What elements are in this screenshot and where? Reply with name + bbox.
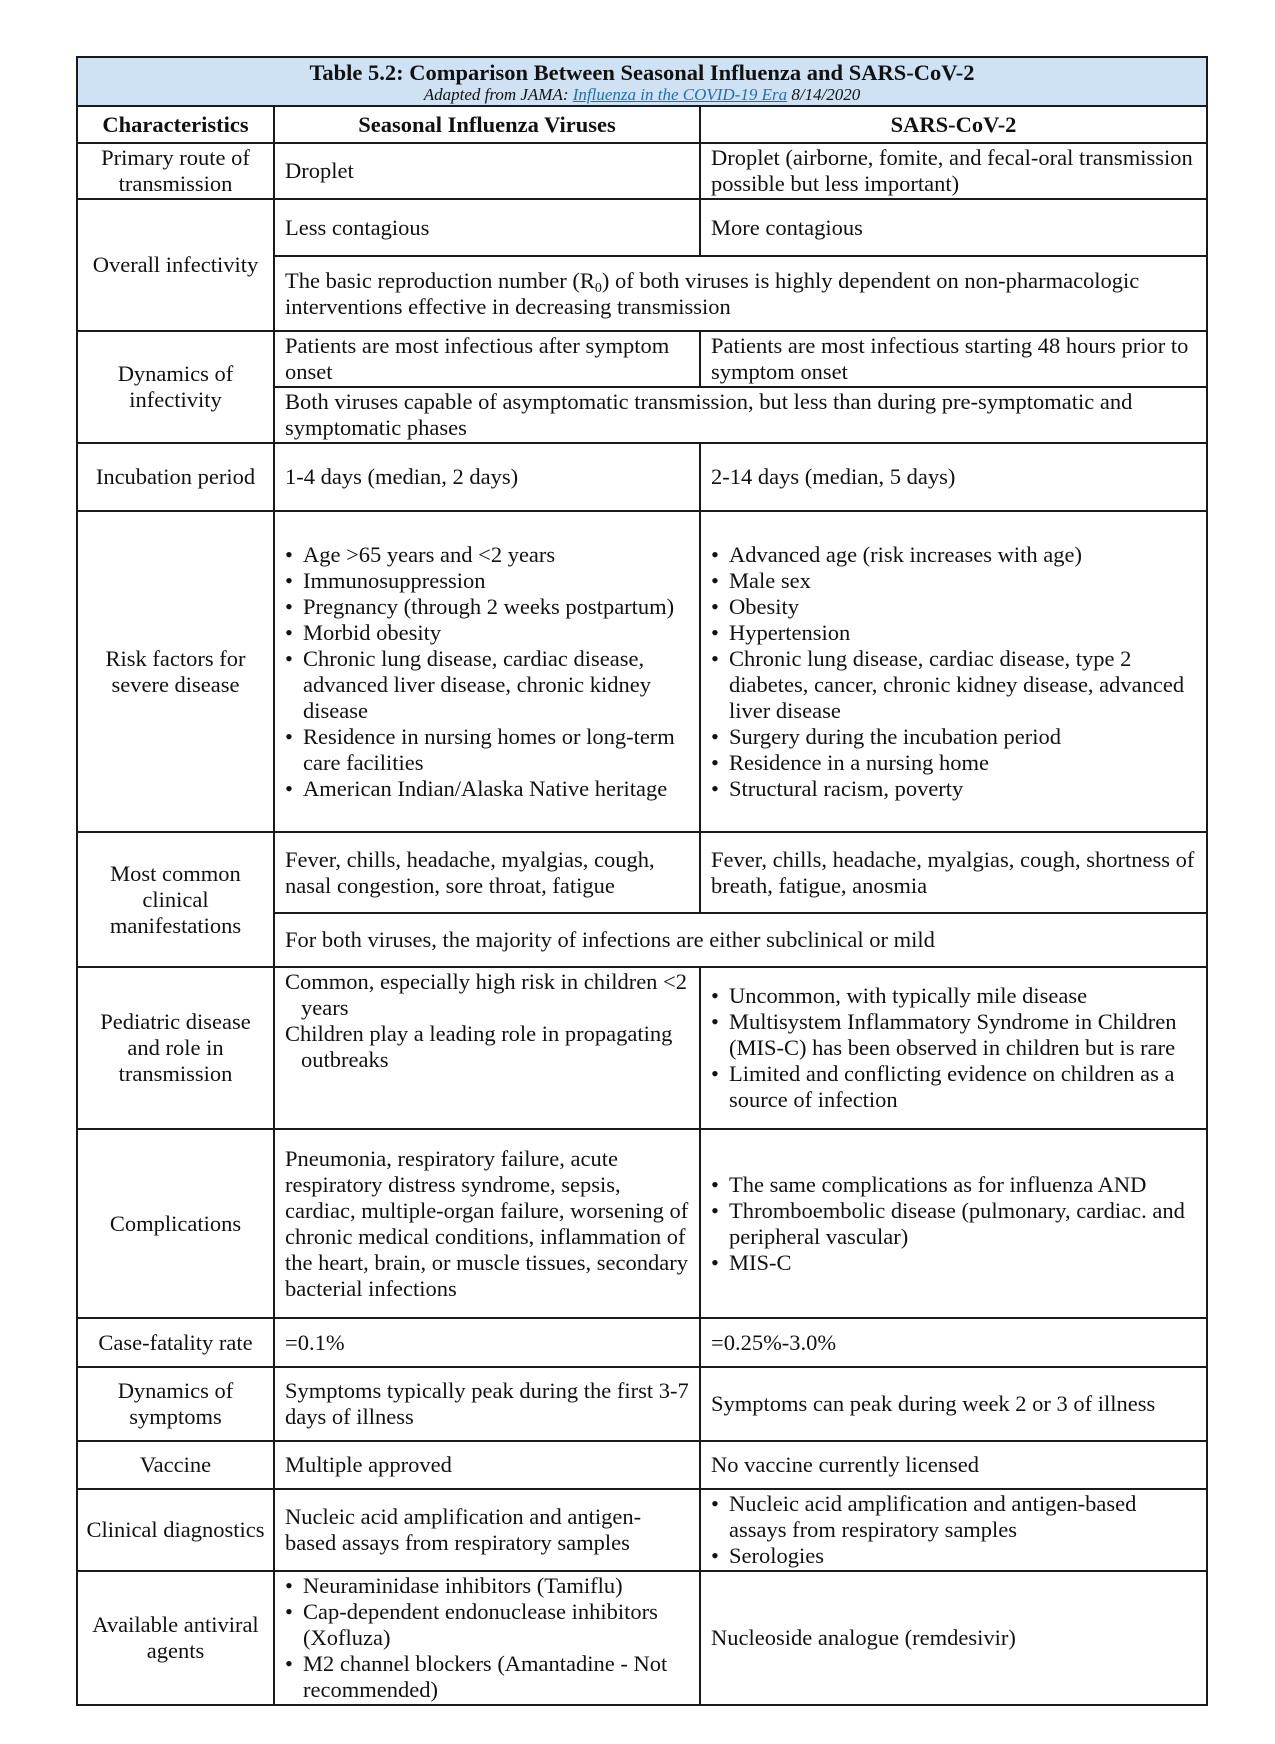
comparison-table-page [76, 56, 1206, 1706]
r0-subscript: 0 [594, 280, 602, 296]
list-item: • Pregnancy (through 2 weeks postpartum) [285, 594, 689, 620]
cell-flu-vaccine: Multiple approved [274, 1441, 700, 1489]
header-characteristics: Characteristics [77, 106, 274, 143]
table-row [77, 1367, 1207, 1441]
list-item: • Advanced age (risk increases with age) [711, 542, 1196, 568]
table-row [77, 143, 1207, 199]
list-item: • Neuraminidase inhibitors (Tamiflu) [285, 1573, 689, 1599]
comparison-table [76, 56, 1208, 1706]
list-item: • Chronic lung disease, cardiac disease, type 2 diabetes, cancer, chronic kidney disease, advanced liver disease [711, 646, 1196, 724]
list-item: • Thromboembolic disease (pulmonary, cardiac. and peripheral vascular) [711, 1198, 1196, 1250]
subtitle-date: 8/14/2020 [787, 85, 861, 104]
cell-flu-manifestations: Fever, chills, headache, myalgias, cough, nasal congestion, sore throat, fatigue [274, 832, 700, 913]
cell-sars-diagnostics [700, 1489, 1207, 1571]
row-label-complications: Complications [77, 1129, 274, 1318]
table-row [77, 967, 1207, 1129]
sars-diagnostics-list [711, 1491, 1196, 1569]
cell-flu-risk [274, 511, 700, 832]
cell-sars-antivirals: Nucleoside analogue (remdesivir) [700, 1571, 1207, 1705]
row-label-antivirals: Available antiviral agents [77, 1571, 274, 1705]
cell-flu-cfr: =0.1% [274, 1318, 700, 1367]
cell-shared-manifestations: For both viruses, the majority of infections are either subclinical or mild [274, 913, 1207, 967]
pediatric-flu-line: Common, especially high risk in children <2 years [285, 969, 688, 1020]
cell-sars-dynamics-symptoms: Symptoms can peak during week 2 or 3 of illness [700, 1367, 1207, 1441]
list-item: • The same complications as for influenza AND [711, 1172, 1196, 1198]
row-label-route: Primary route of transmission [77, 143, 274, 199]
cell-shared-infectivity [274, 256, 1207, 331]
row-label-dynamics-infectivity: Dynamics of infectivity [77, 331, 274, 443]
cell-flu-complications: Pneumonia, respiratory failure, acute respiratory distress syndrome, sepsis, cardiac, multiple-organ failure, worsening of chronic medical conditions, inflammation of the heart, brain, or muscle tissues, secondary bacterial infections [274, 1129, 700, 1318]
list-item: • Morbid obesity [285, 620, 689, 646]
table-row [77, 511, 1207, 832]
sars-risk-list [711, 542, 1196, 802]
row-label-manifestations: Most common clinical manifestations [77, 832, 274, 967]
table-title: Table 5.2: Comparison Between Seasonal Influenza and SARS-CoV-2 [309, 60, 975, 85]
row-label-dynamics-symptoms: Dynamics of symptoms [77, 1367, 274, 1441]
table-title-cell [77, 57, 1207, 106]
cell-sars-dynamics-infectivity: Patients are most infectious starting 48 hours prior to symptom onset [700, 331, 1207, 387]
cell-sars-incubation: 2-14 days (median, 5 days) [700, 443, 1207, 511]
row-label-infectivity: Overall infectivity [77, 199, 274, 331]
list-item: • MIS-C [711, 1250, 1196, 1276]
subtitle-prefix: Adapted from JAMA: [423, 85, 573, 104]
list-item: • Serologies [711, 1543, 1196, 1569]
table-subtitle [82, 85, 1202, 104]
list-item: • Structural racism, poverty [711, 776, 1196, 802]
list-item: • Surgery during the incubation period [711, 724, 1196, 750]
table-row [77, 443, 1207, 511]
table-row [77, 1571, 1207, 1705]
list-item: • Residence in a nursing home [711, 750, 1196, 776]
cell-flu-antivirals [274, 1571, 700, 1705]
table-row [77, 1441, 1207, 1489]
row-label-risk: Risk factors for severe disease [77, 511, 274, 832]
list-item: • Age >65 years and <2 years [285, 542, 689, 568]
list-item: • Male sex [711, 568, 1196, 594]
pediatric-flu-line: Children play a leading role in propagating outbreaks [285, 1021, 673, 1072]
source-link[interactable]: Influenza in the COVID-19 Era [572, 85, 788, 104]
list-item: • M2 channel blockers (Amantadine - Not recommended) [285, 1651, 689, 1703]
cell-sars-complications [700, 1129, 1207, 1318]
r0-text-pre: The basic reproduction number (R [285, 267, 595, 293]
flu-risk-list [285, 542, 689, 802]
list-item: • Immunosuppression [285, 568, 689, 594]
list-item: • Obesity [711, 594, 1196, 620]
header-sars: SARS-CoV-2 [700, 106, 1207, 143]
row-label-cfr: Case-fatality rate [77, 1318, 274, 1367]
list-item: • Residence in nursing homes or long-term care facilities [285, 724, 689, 776]
list-item: • Cap-dependent endonuclease inhibitors (Xofluza) [285, 1599, 689, 1651]
cell-sars-manifestations: Fever, chills, headache, myalgias, cough, shortness of breath, fatigue, anosmia [700, 832, 1207, 913]
list-item: • Limited and conflicting evidence on children as a source of infection [711, 1061, 1196, 1113]
row-label-pediatric: Pediatric disease and role in transmission [77, 967, 274, 1129]
list-item: • Chronic lung disease, cardiac disease, advanced liver disease, chronic kidney disease [285, 646, 689, 724]
cell-sars-cfr: =0.25%-3.0% [700, 1318, 1207, 1367]
sars-pediatric-list [711, 983, 1196, 1113]
table-row [77, 199, 1207, 256]
table-row [77, 1489, 1207, 1571]
list-item: • Multisystem Inflammatory Syndrome in Children (MIS-C) has been observed in children but is rare [711, 1009, 1196, 1061]
table-row [77, 1129, 1207, 1318]
table-row [77, 832, 1207, 913]
cell-shared-dynamics-infectivity: Both viruses capable of asymptomatic transmission, but less than during pre-symptomatic and symptomatic phases [274, 387, 1207, 443]
cell-flu-pediatric [274, 967, 700, 1129]
row-label-vaccine: Vaccine [77, 1441, 274, 1489]
list-item: • Uncommon, with typically mile disease [711, 983, 1196, 1009]
r0-text-post: ) of both viruses is highly dependent on non-pharmacologic interventions effective in decreasing transmission [285, 267, 1140, 319]
list-item: • Hypertension [711, 620, 1196, 646]
row-label-diagnostics: Clinical diagnostics [77, 1489, 274, 1571]
list-item: • American Indian/Alaska Native heritage [285, 776, 689, 802]
cell-flu-dynamics-symptoms: Symptoms typically peak during the first 3-7 days of illness [274, 1367, 700, 1441]
row-label-incubation: Incubation period [77, 443, 274, 511]
header-influenza: Seasonal Influenza Viruses [274, 106, 700, 143]
cell-sars-risk [700, 511, 1207, 832]
cell-flu-infectivity: Less contagious [274, 199, 700, 256]
cell-sars-infectivity: More contagious [700, 199, 1207, 256]
cell-flu-incubation: 1-4 days (median, 2 days) [274, 443, 700, 511]
table-row [77, 1318, 1207, 1367]
cell-flu-diagnostics: Nucleic acid amplification and antigen-based assays from respiratory samples [274, 1489, 700, 1571]
list-item: • Nucleic acid amplification and antigen-based assays from respiratory samples [711, 1491, 1196, 1543]
cell-flu-route: Droplet [274, 143, 700, 199]
table-row [77, 331, 1207, 387]
cell-sars-pediatric [700, 967, 1207, 1129]
cell-sars-route: Droplet (airborne, fomite, and fecal-oral transmission possible but less important) [700, 143, 1207, 199]
flu-antivirals-list [285, 1573, 689, 1703]
sars-complications-list [711, 1172, 1196, 1276]
cell-sars-vaccine: No vaccine currently licensed [700, 1441, 1207, 1489]
cell-flu-dynamics-infectivity: Patients are most infectious after symptom onset [274, 331, 700, 387]
